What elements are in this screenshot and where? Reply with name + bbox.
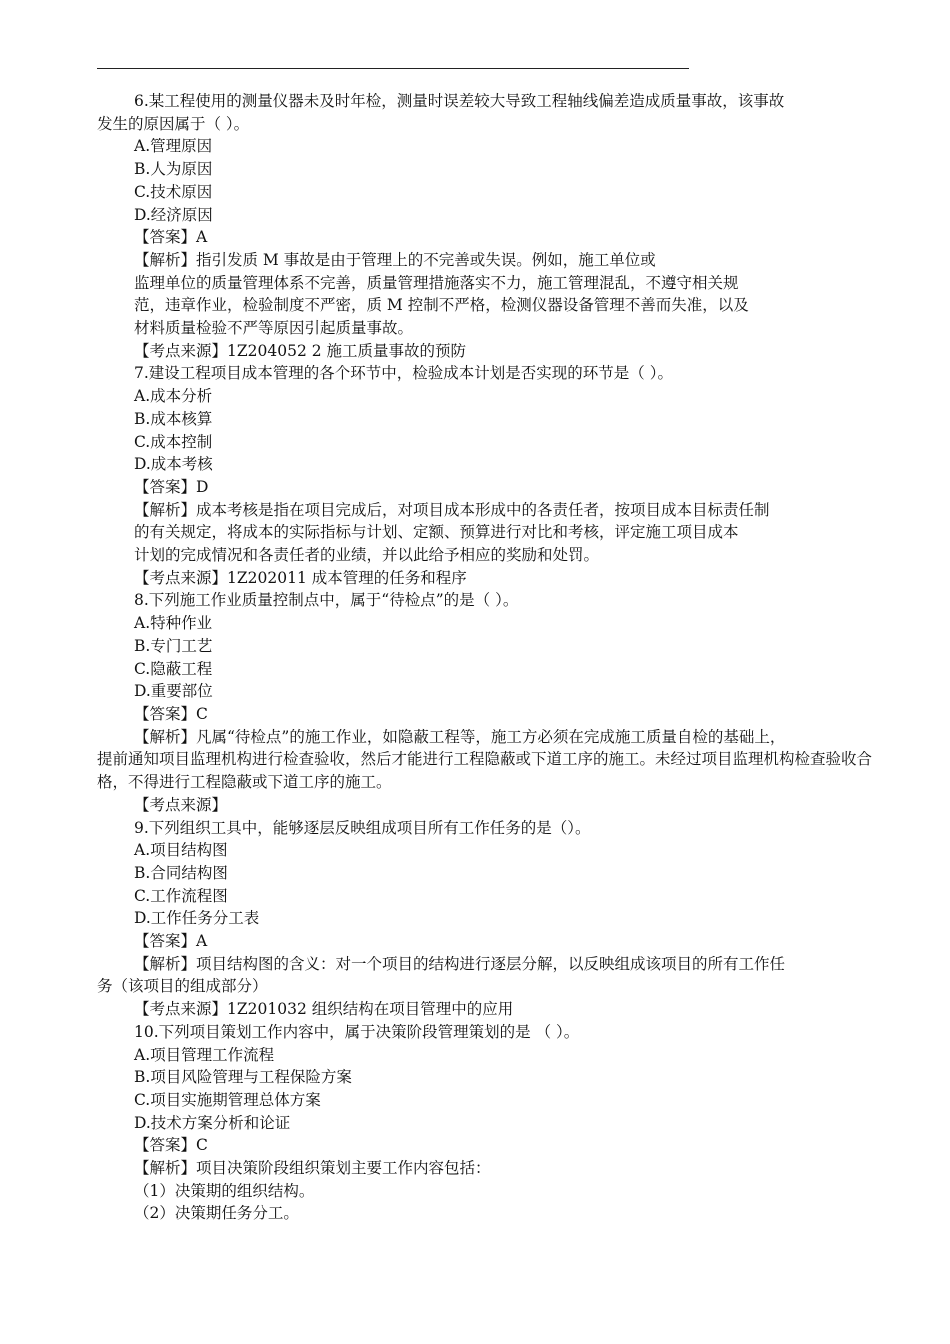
- question-6-analysis-line: 范，违章作业，检验制度不严密，质 M 控制不严格，检测仪器设备管理不善而失准，以及: [134, 296, 749, 315]
- question-6-analysis-line: 材料质量检验不严等原因引起质量事故。: [134, 319, 414, 338]
- question-8-answer: 【答案】C: [134, 704, 208, 723]
- question-6-option-a: A.管理原因: [134, 137, 213, 156]
- question-9-option-b: B.合同结构图: [134, 863, 228, 882]
- question-9-stem: 9.下列组织工具中，能够逐层反映组成项目所有工作任务的是（）。: [134, 818, 591, 837]
- question-8-option-b: B.专门工艺: [134, 636, 213, 655]
- question-6-stem: 6.某工程使用的测量仪器未及时年检，测量时误差较大导致工程轴线偏差造成质量事故，该事故: [134, 92, 785, 110]
- question-10-analysis-line: （2）决策期任务分工。: [134, 1204, 299, 1223]
- question-10-option-a: A.项目管理工作流程: [134, 1045, 275, 1064]
- question-9-answer: 【答案】A: [134, 932, 208, 951]
- question-10-option-c: C.项目实施期管理总体方案: [134, 1090, 321, 1109]
- question-9-analysis: 【解析】项目结构图的含义：对一个项目的结构进行逐层分解，以反映组成该项目的所有工作任: [134, 954, 786, 973]
- question-8-option-d: D.重要部位: [134, 682, 213, 701]
- question-8-option-c: C.隐蔽工程: [134, 659, 213, 678]
- question-6-option-c: C.技术原因: [134, 182, 213, 201]
- question-7-stem: 7.建设工程项目成本管理的各个环节中，检验成本计划是否实现的环节是（ ）。: [134, 364, 673, 383]
- question-9-option-a: A.项目结构图: [134, 841, 228, 860]
- question-6-stem-cont: 发生的原因属于（ ）。: [97, 114, 250, 133]
- question-6-option-b: B.人为原因: [134, 160, 213, 179]
- question-7-answer: 【答案】D: [134, 477, 209, 496]
- header-rule: [97, 68, 689, 69]
- question-7-source: 【考点来源】1Z202011 成本管理的任务和程序: [134, 568, 467, 587]
- question-7-analysis-line: 【解析】成本考核是指在项目完成后，对项目成本形成中的各责任者，按项目成本目标责任制: [134, 500, 770, 519]
- question-10-option-d: D.技术方案分析和论证: [134, 1113, 291, 1132]
- question-9-source: 【考点来源】1Z201032 组织结构在项目管理中的应用: [134, 1000, 514, 1019]
- question-6-answer: 【答案】A: [134, 228, 208, 247]
- question-8-option-a: A.特种作业: [134, 614, 213, 633]
- question-7-option-b: B.成本核算: [134, 409, 213, 428]
- question-7-option-a: A.成本分析: [134, 387, 213, 406]
- question-7-option-c: C.成本控制: [134, 432, 213, 451]
- question-8-source: 【考点来源】: [134, 795, 228, 814]
- document-body: [97, 90, 877, 1225]
- question-6-analysis-line: 监理单位的质量管理体系不完善，质量管理措施落实不力，施工管理混乱，不遵守相关规: [134, 273, 739, 292]
- question-10-option-b: B.项目风险管理与工程保险方案: [134, 1068, 352, 1087]
- question-6-source: 【考点来源】1Z204052 2 施工质量事故的预防: [134, 341, 467, 360]
- question-10-answer: 【答案】C: [134, 1136, 208, 1155]
- question-7-analysis-line: 计划的完成情况和各责任者的业绩，并以此给予相应的奖励和处罚。: [134, 546, 600, 565]
- question-6-option-d: D.经济原因: [134, 205, 213, 224]
- question-7-option-d: D.成本考核: [134, 455, 213, 474]
- question-9-option-c: C.工作流程图: [134, 886, 228, 905]
- question-9-analysis-cont: 务（该项目的组成部分）: [97, 977, 268, 996]
- question-9-option-d: D.工作任务分工表: [134, 909, 260, 928]
- question-10-stem: 10.下列项目策划工作内容中，属于决策阶段管理策划的是 （ ）。: [134, 1022, 580, 1041]
- question-8-analysis-cont: 提前通知项目监理机构进行检查验收，然后才能进行工程隐蔽或下道工序的施工。未经过项目监理机构检查验收合格，不得进行工程隐蔽或下道工序的施工。: [97, 750, 873, 792]
- question-10-analysis-line: （1）决策期的组织结构。: [134, 1181, 315, 1200]
- question-8-analysis: 【解析】凡属“待检点”的施工作业，如隐蔽工程等，施工方必须在完成施工质量自检的基础上，: [134, 727, 786, 746]
- question-10-analysis-line: 【解析】项目决策阶段组织策划主要工作内容包括：: [134, 1159, 491, 1178]
- question-6-analysis-line: 【解析】指引发质 M 事故是由于管理上的不完善或失误。例如，施工单位或: [134, 250, 656, 269]
- question-8-stem: 8.下列施工作业质量控制点中，属于“待检点”的是（ ）。: [134, 591, 519, 610]
- question-7-analysis-line: 的有关规定，将成本的实际指标与计划、定额、预算进行对比和考核，评定施工项目成本: [134, 523, 739, 542]
